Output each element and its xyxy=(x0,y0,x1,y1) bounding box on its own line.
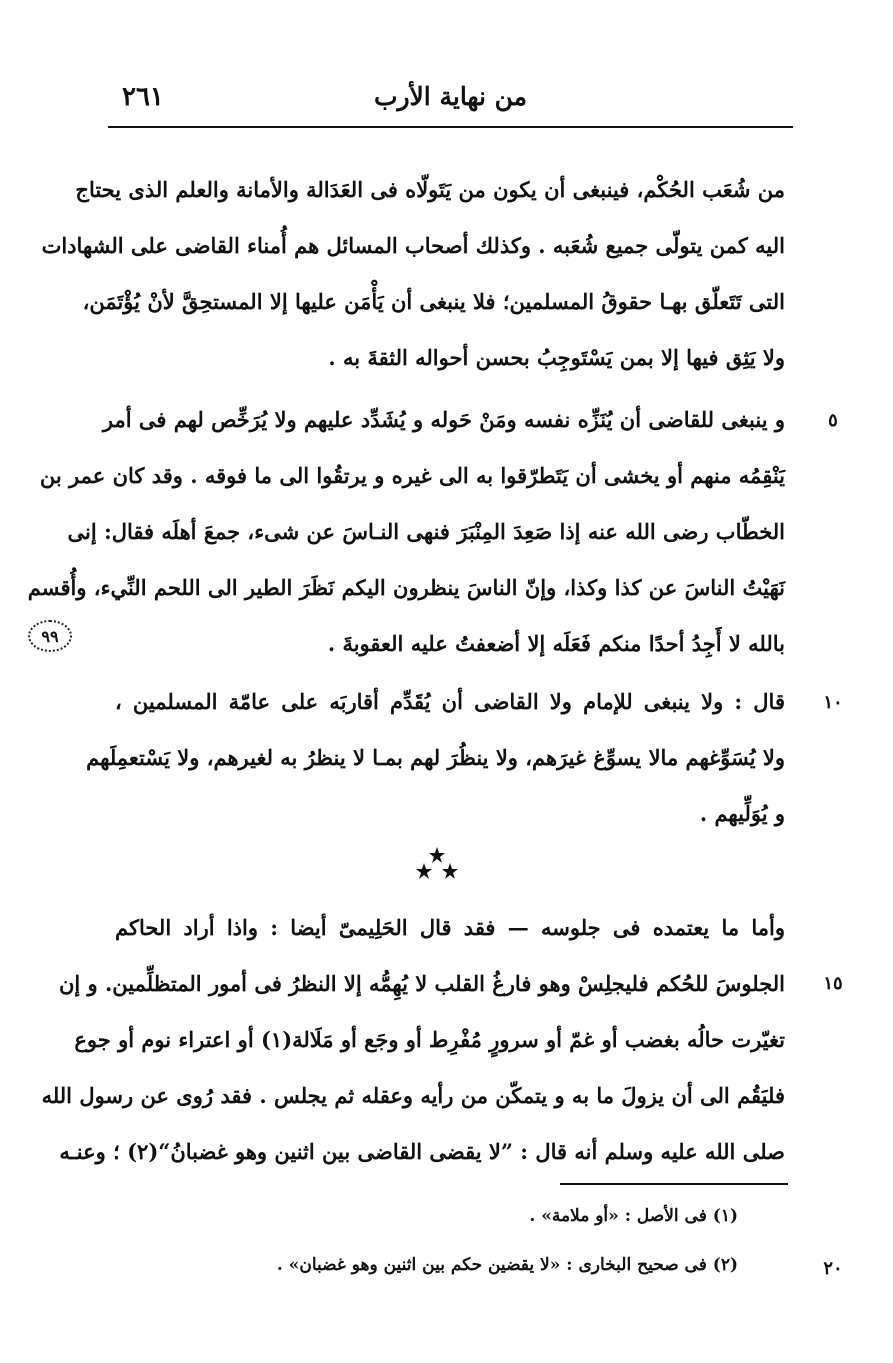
text-line: فليَقُم الى أن يزولَ ما به و يتمكّن من رأيه وعقله ثم يجلس . فقد رُوى عن رسول الله xyxy=(41,1083,785,1108)
header-rule xyxy=(108,126,793,128)
running-header xyxy=(108,82,793,122)
text-line: تغيّرت حالُه بغضب أو غمّ أو سرورٍ مُفْرِط أو وجَع أو مَلَالة(١) أو اعتراء نوم أو جوع xyxy=(74,1027,785,1052)
line-number-10: ١٠ xyxy=(823,692,843,713)
paragraph-3 xyxy=(86,674,785,842)
text-line: وأما ما يعتمده فى جلوسه — فقد قال الحَلِيمىّ أيضا : واذا أراد الحاكم xyxy=(115,915,785,940)
line-number-15: ١٥ xyxy=(823,973,843,994)
footnote-2: (٢) فى صحيح البخارى : «لا يقضين حكم بين اثنين وهو غضبان» . xyxy=(276,1255,738,1275)
text-line: ولا يَثِق فيها إلا بمن يَسْتَوجِبُ بحسن أحواله الثقةَ به . xyxy=(328,345,785,370)
paragraph-1 xyxy=(41,162,785,386)
text-line: و ينبغى للقاضى أن يُنَزِّه نفسه ومَنْ حَوله و يُشَدِّد عليهم ولا يُرَخِّص لهم فى أمر xyxy=(102,407,785,432)
text-line: قال : ولا ينبغى للإمام ولا القاضى أن يُقَدِّم أقاربَه على عامّة المسلمين ، xyxy=(115,689,785,714)
line-number-20: ٢٠ xyxy=(823,1258,843,1279)
page-number: ٢٦١ xyxy=(122,82,164,112)
text-line: التى تَتَعلّق بهـا حقوقُ المسلمين؛ فلا ينبغى أن يَأْمَن عليها إلا المستحِقَّ لأنْ يُؤْتَمَن، xyxy=(82,289,785,314)
text-line: من شُعَب الحُكْم، فينبغى أن يكون من يَتَولّاه فى العَدَالة والأمانة والعلم الذى يحتاج xyxy=(75,177,785,202)
text-line: بالله لا أَجِدُ أحدًا منكم فَعَلَه إلا أضعفتُ عليه العقوبةَ . xyxy=(327,631,785,656)
running-title: من نهاية الأرب xyxy=(373,82,528,111)
text-line: الجلوسَ للحُكم فليجلِسْ وهو فارغُ القلب لا يُهِمُّه إلا النظرُ فى أمور المتظلِّمين. و إن xyxy=(58,971,785,996)
text-line: الخطّاب رضى الله عنه إذا صَعِدَ المِنْبَرَ فنهى النـاسَ عن شىء، جمعَ أهلَه فقال: إنى xyxy=(67,519,785,544)
footnote-rule xyxy=(560,1183,788,1185)
section-separator-icon xyxy=(412,845,462,881)
text-line: نَهَيْتُ الناسَ عن كذا وكذا، وإنّ الناسَ ينظرون اليكم نَظَرَ الطير الى اللحم النِّيء، وأُقسم xyxy=(27,575,785,600)
text-line: ولا يُسَوِّغهم مالا يسوِّغ غيرَهم، ولا ينظُرَ لهم بمـا لا ينظرُ به لغيرهم، ولا يَسْتعمِلَهم xyxy=(86,745,785,770)
line-number-5: ٥ xyxy=(828,410,838,431)
text-line: اليه كمن يتولّى جميع شُعَبه . وكذلك أصحاب المسائل هم أُمناء القاضى على الشهادات xyxy=(41,233,785,258)
text-line: و يُوَلِّيهم . xyxy=(699,801,785,826)
text-line: يَنْقِمُه منهم أو يخشى أن يَتَطرّقوا به الى غيره و يرتقُوا الى ما فوقه . وقد كان عمر بن xyxy=(39,463,785,488)
manuscript-page-mark: ٩٩ xyxy=(28,620,72,652)
footnote-1: (١) فى الأصل : «أو ملامة» . xyxy=(529,1206,738,1226)
text-line: صلى الله عليه وسلم أنه قال : ”لا يقضى القاضى بين اثنين وهو غضبانُ“(٢) ؛ وعنـه xyxy=(59,1139,785,1164)
paragraph-4 xyxy=(41,900,785,1180)
